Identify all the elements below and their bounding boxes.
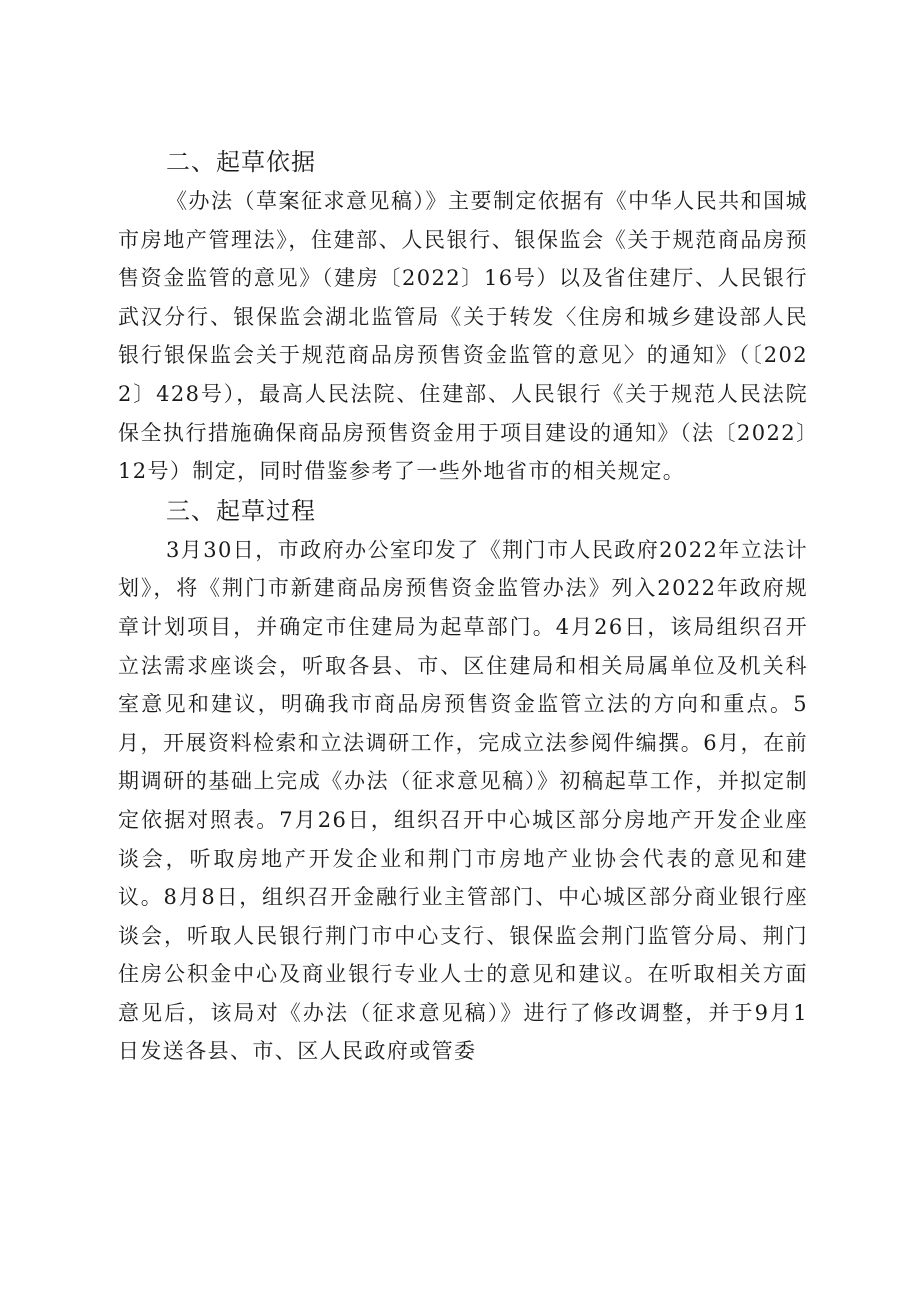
document-body: [118, 142, 808, 1071]
paragraph-drafting-process: 3月30日，市政府办公室印发了《荆门市人民政府2022年立法计划》，将《荆门市新建商品房预售资金监管办法》列入2022年政府规章计划项目，并确定市住建局为起草部门。4月26日，该局组织召开立法需求座谈会，听取各县、市、区住建局和相关局属单位及机关科室意见和建议，明确我市商品房预售资金监管立法的方向和重点。5月，开展资料检索和立法调研工作，完成立法参阅件编撰。6月，在前期调研的基础上完成《办法（征求意见稿）》初稿起草工作，并拟定制定依据对照表。7月26日，组织召开中心城区部分房地产开发企业座谈会，听取房地产开发企业和荆门市房地产业协会代表的意见和建议。8月8日，组织召开金融行业主管部门、中心城区部分商业银行座谈会，听取人民银行荆门市中心支行、银保监会荆门监管分局、荆门住房公积金中心及商业银行专业人士的意见和建议。在听取相关方面意见后，该局对《办法（征求意见稿）》进行了修改调整，并于9月1日发送各县、市、区人民政府或管委: [118, 537, 808, 1064]
section-heading-drafting-process: 三、起草过程: [166, 496, 316, 525]
section-heading-drafting-basis: 二、起草依据: [166, 148, 316, 176]
paragraph-drafting-basis: 《办法（草案征求意见稿）》主要制定依据有《中华人民共和国城市房地产管理法》，住建部、人民银行、银保监会《关于规范商品房预售资金监管的意见》（建房〔2022〕16号）以及省住建厅、人民银行武汉分行、银保监会湖北监管局《关于转发〈住房和城乡建设部人民银行银保监会关于规范商品房预售资金监管的意见〉的通知》（〔2022〕428号），最高人民法院、住建部、人民银行《关于规范人民法院保全执行措施确保商品房预售资金用于项目建设的通知》（法〔2022〕12号）制定，同时借鉴参考了一些外地省市的相关规定。: [118, 189, 808, 484]
